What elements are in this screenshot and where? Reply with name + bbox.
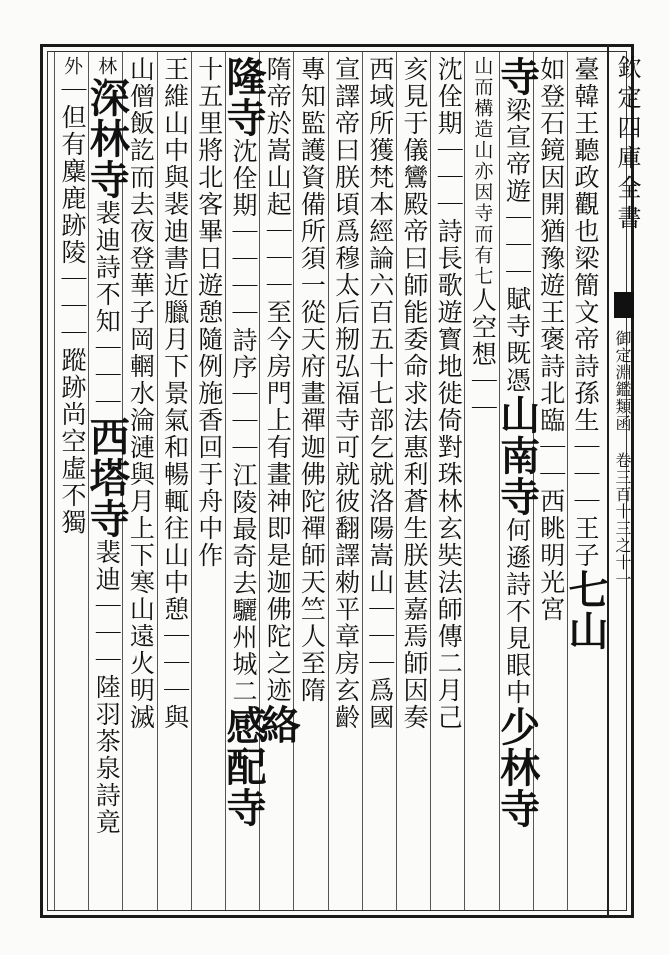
text-column [363,56,397,906]
column-text: 宣譯帝曰朕頃爲穆太后剏弘福寺可就彼翻譯勑平章房玄齡 [331,56,361,731]
entry-heading: 感配寺 [220,705,267,828]
text-column [431,56,465,906]
text-column [493,56,541,906]
entry-heading: 隆寺 [220,56,267,138]
column-text: 人空想｜｜ [468,287,498,422]
column-text: 沈佺期｜｜｜｜詩序｜｜｜江陵最奇去驪州城二 [229,138,258,705]
book-title: 欽定四庫全書 [613,55,641,235]
column-text: 何遜詩不見眼中 [502,517,532,706]
text-column [55,56,89,906]
entry-heading: 七山 [562,569,609,651]
entry-heading: 深林寺 [83,77,131,200]
column-text: 如登石鏡因開猶豫遊王褒詩北臨｜｜西眺明光宮 [536,56,566,623]
text-column [294,56,328,906]
text-column [329,56,363,906]
column-text: 隋帝於嵩山起｜｜｜至今房門上有畫神即是迦佛陀之迹 [263,56,293,704]
column-text: 王維山中與裴迪書近臘月下景氣和暢輒往山中憩｜｜｜與 [160,56,190,731]
section-label: 御定淵鑑類函 卷三百十三之十一 [613,330,632,588]
text-column [192,56,226,906]
column-text: ｜但有麋鹿跡 [58,77,87,239]
entry-heading: 西塔寺 [83,416,131,539]
column-text: 陵｜｜｜蹤跡尚空虛不獨 [58,239,87,536]
column-text: 林 [95,56,118,77]
text-column [562,56,609,906]
fishtail-mark [614,292,634,318]
column-text: 沈佺期｜｜｜詩長歌遊寳地徙倚對珠林玄奘法師傳二月己 [434,56,464,731]
text-column [465,56,499,906]
column-text: 裴迪詩不知｜｜｜ [92,200,122,416]
column-text: 西域所獲梵本經論六百五十七部乞就洛陽嵩山｜｜｜爲國 [365,56,395,731]
text-column [158,56,192,906]
entry-heading: 山南寺 [493,394,541,517]
column-text: 亥見于儀鸞殿帝曰師能委命求法惠利蒼生朕甚嘉焉師因奏 [400,56,429,731]
text-column [220,56,267,906]
column-text: 外 [61,56,83,77]
entry-heading: 絡 [254,704,302,745]
column-text: 梁宣帝遊｜｜｜賦寺既憑 [502,97,532,394]
column-text: 裴迪｜｜｜陸羽茶泉詩竟 [92,539,122,836]
text-column [83,56,131,906]
column-text: 臺韓王聽政觀也梁簡文帝詩孫生｜｜｜王子 [571,56,600,569]
text-column [397,56,431,906]
column-text: 山而構造山亦因寺而有七 [471,56,494,287]
column-text: 專知監護資備所須一從天府畫禪迦佛陀禪師天竺人至隋 [297,56,327,704]
column-text: 山僧飯訖而去夜登華子岡輞水淪漣與月上下寒山遠火明滅 [126,56,156,731]
entry-heading: 寺 [493,56,541,97]
column-text: 十五里將北客畢日遊憩隨例施香回于舟中作 [194,56,224,569]
entry-heading: 少林寺 [493,706,541,829]
